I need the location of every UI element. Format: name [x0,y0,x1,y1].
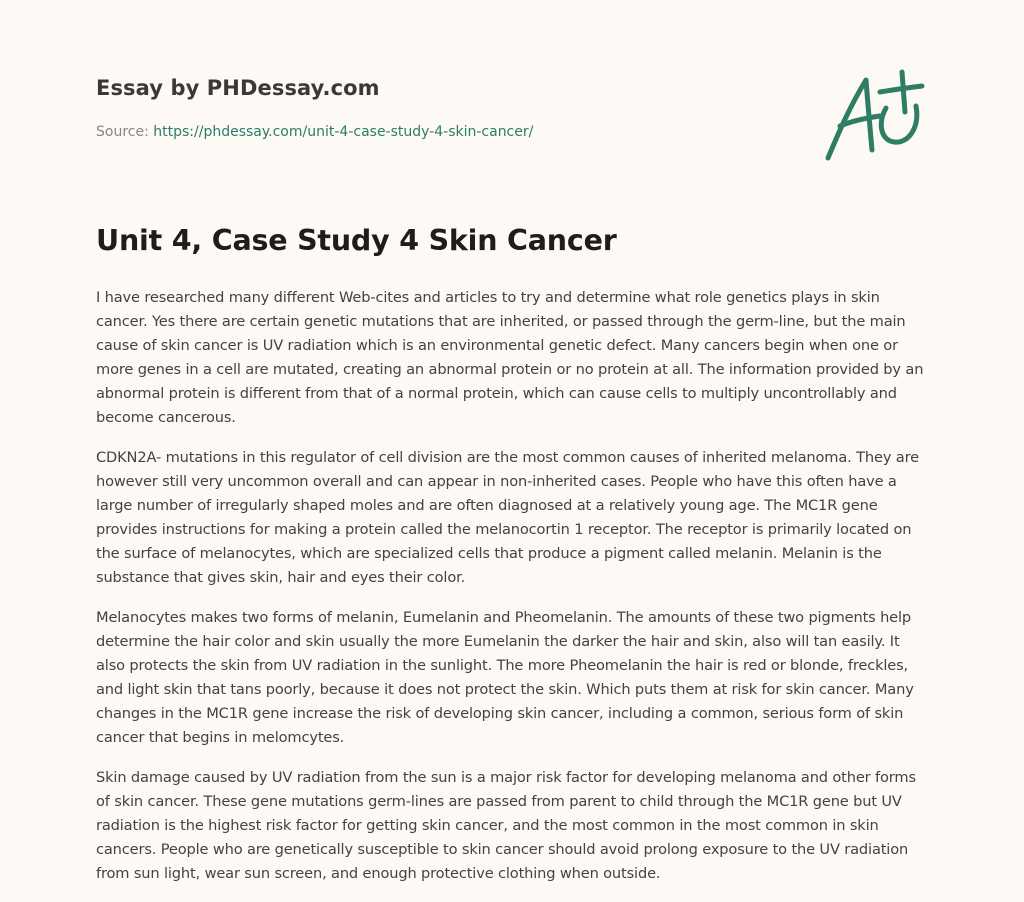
essay-title: Unit 4, Case Study 4 Skin Cancer [96,224,617,257]
essay-paragraph: I have researched many different Web-cites and articles to try and determine what role genetics plays in skin cancer. Yes there are certain genetic mutations that are inherited, or passed through the germ-line, but the main cause of skin cancer is UV radiation which is an environmental genetic defect. Many cancers begin when one or more genes in a cell are mutated, creating an abnormal protein or no protein at all. The information provided by an abnormal protein is different from that of a normal protein, which can cause cells to multiply uncontrollably and become cancerous. [96,289,924,426]
essay-paragraph: Melanocytes makes two forms of melanin, Eumelanin and Pheomelanin. The amounts of these two pigments help determine the hair color and skin usually the more Eumelanin the darker the hair and skin, also will tan easily. It also protects the skin from UV radiation in the sunlight. The more Pheomelanin the hair is red or blonde, freckles, and light skin that tans poorly, because it does not protect the skin. Which puts them at risk for skin cancer. Many changes in the MC1R gene increase the risk of developing skin cancer, including a common, serious form of skin cancer that begins in melomcytes. [96,609,914,746]
essay-body [96,286,931,902]
source-line [96,124,533,140]
source-label: Source: [96,124,154,140]
a-plus-icon [818,66,930,166]
source-link[interactable]: https://phdessay.com/unit-4-case-study-4-skin-cancer/ [153,124,534,140]
essay-paragraph: CDKN2A- mutations in this regulator of cell division are the most common causes of inherited melanoma. They are however still very uncommon overall and can appear in non-inherited cases. People who have this often have a large number of irregularly shaped moles and are often diagnosed at a relatively young age. The MC1R gene provides instructions for making a protein called the melanocortin 1 receptor. The receptor is primarily located on the surface of melanocytes, which are specialized cells that produce a pigment called melanin. Melanin is the substance that gives skin, hair and eyes their color. [96,449,919,586]
essay-paragraph: Skin damage caused by UV radiation from the sun is a major risk factor for developing melanoma and other forms of skin cancer. These gene mutations germ-lines are passed from parent to child through the MC1R gene but UV radiation is the highest risk factor for getting skin cancer, and the most common in the most common in skin cancers. People who are genetically susceptible to skin cancer should avoid prolong exposure to the UV radiation from sun light, wear sun screen, and enough protective clothing when outside. [96,769,916,882]
brand-title: Essay by PHDessay.com [96,76,380,100]
